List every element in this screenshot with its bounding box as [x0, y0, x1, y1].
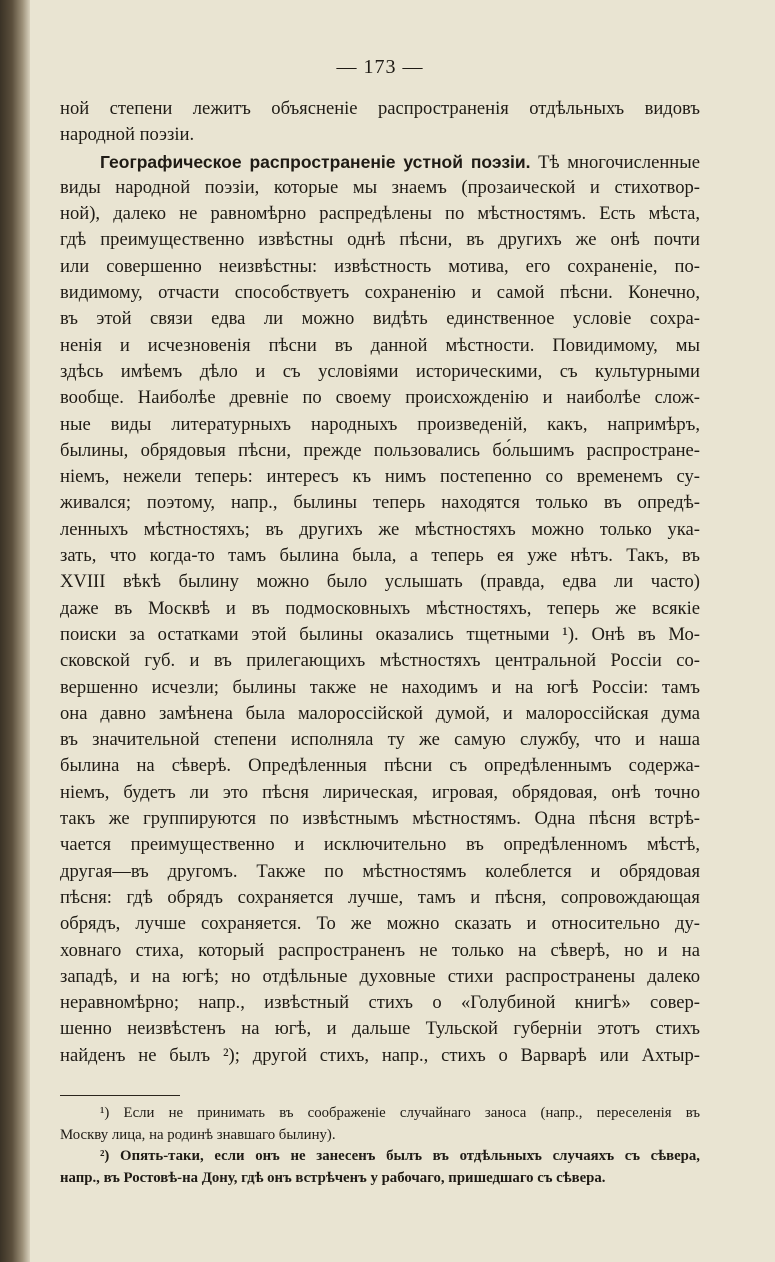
- book-page: [60, 0, 700, 1262]
- text-line-content: ніемъ, будетъ ли это пѣсня лирическая, игровая, обрядовая, онѣ точно: [60, 781, 700, 803]
- text-line: [60, 280, 700, 306]
- text-line: [60, 780, 700, 806]
- text-line-content: даже въ Москвѣ и въ подмосковныхъ мѣстностяхъ, теперь же всякіе: [60, 597, 700, 619]
- text-line-content: найденъ не былъ ²); другой стихъ, напр., стихъ о Варварѣ или Ахтыр-: [60, 1044, 700, 1066]
- text-line: [60, 964, 700, 990]
- text-line-content: другая—въ другомъ. Также по мѣстностямъ колеблется и обрядовая: [60, 860, 700, 882]
- text-line: [60, 306, 700, 332]
- text-line-content: ніемъ, нежели теперь: интересъ къ нимъ постепенно со временемъ су-: [60, 466, 700, 488]
- text-line: [60, 385, 700, 411]
- text-line: [60, 648, 700, 674]
- text-line: [60, 359, 700, 385]
- text-line: [60, 464, 700, 490]
- text-line: [60, 569, 700, 595]
- text-line-content: ной), далеко не равномѣрно распредѣлены по мѣстностямъ. Есть мѣста,: [60, 203, 700, 225]
- text-line-content: обрядъ, лучше сохраняется. То же можно сказать и относительно ду-: [60, 913, 700, 935]
- text-line: [60, 753, 700, 779]
- text-line-content: Тѣ многочисленные: [530, 151, 700, 173]
- text-line-content: ной степени лежитъ объясненіе распространенія отдѣльныхъ видовъ: [60, 98, 700, 119]
- text-line: [60, 149, 700, 175]
- footnote-line: Москву лица, на родинѣ знавшаго былину).: [60, 1126, 336, 1143]
- text-line: [60, 1016, 700, 1042]
- text-line-content: пѣсня: гдѣ обрядъ сохраняется лучше, тамъ и пѣсня, сопровождающая: [60, 886, 700, 908]
- page-number: — 173 —: [336, 56, 424, 78]
- text-line-content: видимому, отчасти способствуетъ сохраненію и самой пѣсни. Конечно,: [60, 282, 700, 304]
- text-line: [60, 832, 700, 858]
- text-line: [60, 885, 700, 911]
- footnote-line: ²) Опять-таки, если онъ не занесенъ былъ въ отдѣльныхъ случаяхъ съ сѣвера,: [100, 1148, 700, 1164]
- text-line: [60, 701, 700, 727]
- footnotes: [60, 1103, 700, 1189]
- text-line-content: XVIII вѣкѣ былину можно было услышать (правда, едва ли часто): [60, 571, 700, 593]
- text-line: [60, 543, 700, 569]
- text-line: [60, 96, 700, 122]
- text-line-content: вообще. Наиболѣе древніе по своему происхожденію и наиболѣе слож-: [60, 387, 700, 409]
- text-line-content: сковской губ. и въ прилегающихъ мѣстностяхъ центральной Россіи со-: [60, 650, 700, 672]
- main-text: [60, 96, 700, 1069]
- text-line: [60, 438, 700, 464]
- text-line-content: вершенно исчезли; былины также не находимъ и на югѣ Россіи: тамъ: [60, 676, 700, 698]
- text-line: [60, 675, 700, 701]
- text-line: [60, 1043, 700, 1069]
- text-line-content: гдѣ преимущественно извѣстны однѣ пѣсни, въ другихъ же онѣ почти: [60, 229, 700, 251]
- text-line: [60, 727, 700, 753]
- text-line-content: или совершенно неизвѣстны: извѣстность мотива, его сохраненіе, по-: [60, 255, 700, 277]
- text-line-content: неравномѣрно; напр., извѣстный стихъ о «Голубиной книгѣ» совер-: [60, 992, 700, 1014]
- text-line-content: ненія и исчезновенія пѣсни въ данной мѣстности. Повидимому, мы: [60, 334, 700, 356]
- text-line-content: здѣсь имѣемъ дѣло и съ условіями историческими, съ культурными: [60, 360, 700, 382]
- text-line-content: былины, обрядовыя пѣсни, прежде пользовались бо́льшимъ распростране-: [60, 439, 700, 461]
- text-line: [60, 254, 700, 280]
- text-line: [60, 911, 700, 937]
- text-line-content: ховнаго стиха, который распространенъ не только на сѣверѣ, но и на: [60, 939, 700, 961]
- text-line-content: ленныхъ мѣстностяхъ; въ другихъ же мѣстностяхъ можно только ука-: [60, 518, 700, 540]
- text-line: [60, 201, 700, 227]
- text-line: [60, 227, 700, 253]
- text-line: [60, 596, 700, 622]
- text-line-content: она давно замѣнена была малороссійской думой, и малороссійская дума: [60, 702, 700, 724]
- text-line: [60, 333, 700, 359]
- text-line-content: шенно неизвѣстенъ на югѣ, и дальше Тульской губерніи этотъ стихъ: [60, 1018, 700, 1040]
- text-line-content: виды народной поэзіи, которые мы знаемъ (прозаической и стихотвор-: [60, 176, 700, 198]
- footnote-line: напр., въ Ростовѣ-на Дону, гдѣ онъ встрѣченъ у рабочаго, пришедшаго съ сѣвера.: [60, 1169, 606, 1186]
- footnote-line: ¹) Если не принимать въ соображеніе случайнаго заноса (напр., переселенія въ: [100, 1105, 700, 1121]
- text-line: [60, 517, 700, 543]
- text-line: [60, 122, 700, 148]
- book-binding-shadow: [0, 0, 30, 1262]
- text-line-content: въ этой связи едва ли можно видѣть единственное условіе сохра-: [60, 308, 700, 330]
- text-line-content: западѣ, и на югѣ; но отдѣльные духовные стихи распространены далеко: [60, 965, 700, 987]
- text-line-content: чается преимущественно и исключительно въ опредѣленномъ мѣстѣ,: [60, 834, 700, 856]
- text-line: [60, 490, 700, 516]
- text-line-content: живался; поэтому, напр., былины теперь находятся только въ опредѣ-: [60, 492, 700, 514]
- text-line-content: зать, что когда-то тамъ былина была, а теперь ея уже нѣтъ. Такъ, въ: [60, 545, 700, 567]
- text-line: [60, 859, 700, 885]
- text-line-content: поиски за остатками этой былины оказались тщетными ¹). Онѣ въ Мо-: [60, 623, 700, 645]
- text-line-content: народной поэзіи.: [60, 124, 195, 146]
- text-line: [60, 412, 700, 438]
- text-line: [60, 175, 700, 201]
- text-line: [60, 990, 700, 1016]
- text-line-content: такъ же группируются по извѣстнымъ мѣстностямъ. Одна пѣсня встрѣ-: [60, 808, 700, 830]
- text-line: [60, 806, 700, 832]
- section-heading: Географическое распространеніе устной поэзіи.: [100, 151, 531, 172]
- text-line: [60, 938, 700, 964]
- text-line-content: ные виды литературныхъ народныхъ произведеній, какъ, напримѣръ,: [60, 413, 700, 435]
- footnote-rule: [60, 1095, 180, 1096]
- text-line-content: въ значительной степени исполняла ту же самую службу, что и наша: [60, 729, 700, 751]
- text-line: [60, 622, 700, 648]
- text-line-content: былина на сѣверѣ. Опредѣленныя пѣсни съ опредѣленнымъ содержа-: [60, 755, 700, 777]
